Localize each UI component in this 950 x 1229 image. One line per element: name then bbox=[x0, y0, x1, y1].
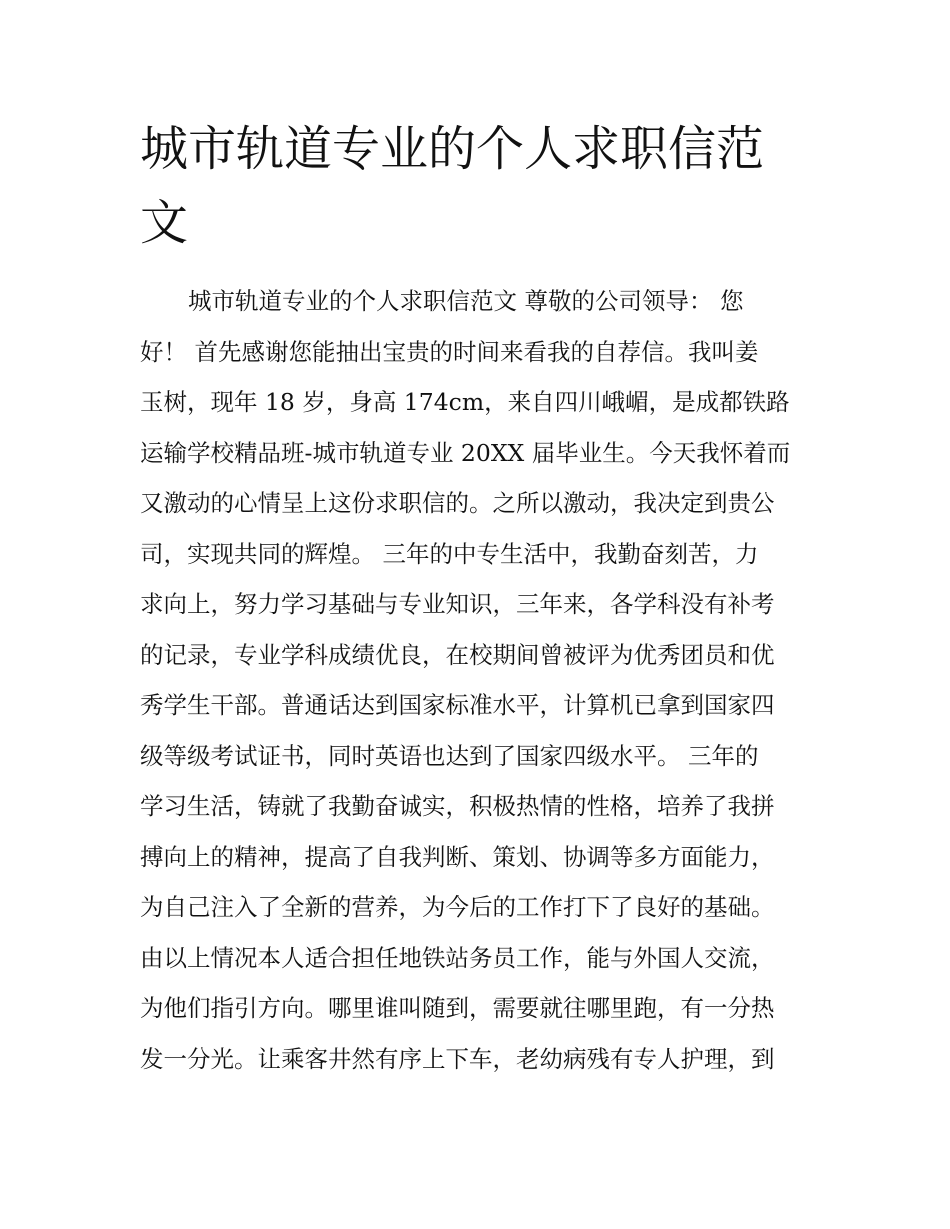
body-line: 的记录，专业学科成绩优良，在校期间曾被评为优秀团员和优 bbox=[140, 640, 775, 669]
body-line: 玉树，现年 18 岁，身高 174cm，来自四川峨嵋，是成都铁路 bbox=[140, 388, 790, 416]
body-line: 搏向上的精神，提高了自我判断、策划、协调等多方面能力， bbox=[140, 842, 775, 871]
title-line: 城市轨道专业的个人求职信范 bbox=[140, 121, 765, 177]
document-title bbox=[140, 112, 820, 260]
body-line: 又激动的心情呈上这份求职信的。之所以激动，我决定到贵公 bbox=[140, 489, 775, 517]
body-line: 为自己注入了全新的营养，为今后的工作打下了良好的基础。 bbox=[140, 893, 775, 921]
body-line: 由以上情况本人适合担任地铁站务员工作，能与外国人交流， bbox=[140, 943, 775, 972]
body-line: 秀学生干部。普通话达到国家标准水平，计算机已拿到国家四 bbox=[140, 691, 775, 719]
body-line: 为他们指引方向。哪里谁叫随到，需要就往哪里跑，有一分热 bbox=[140, 994, 775, 1022]
body-line: 学习生活，铸就了我勤奋诚实，积极热情的性格，培养了我拼 bbox=[140, 792, 775, 820]
body-line: 运输学校精品班-城市轨道专业 20XX 届毕业生。今天我怀着而 bbox=[140, 438, 791, 467]
body-line: 级等级考试证书，同时英语也达到了国家四级水平。 三年的 bbox=[140, 741, 759, 770]
body-line: 城市轨道专业的个人求职信范文 尊敬的公司领导： 您 bbox=[188, 287, 744, 315]
document-body bbox=[140, 276, 815, 1084]
body-line: 求向上，努力学习基础与专业知识，三年来，各学科没有补考 bbox=[140, 590, 775, 618]
body-line: 发一分光。让乘客井然有序上下车，老幼病残有专人护理，到 bbox=[140, 1044, 775, 1073]
title-line: 文 bbox=[140, 195, 189, 251]
body-line: 司，实现共同的辉煌。 三年的中专生活中，我勤奋刻苦，力 bbox=[140, 539, 759, 568]
body-line: 好！ 首先感谢您能抽出宝贵的时间来看我的自荐信。我叫姜 bbox=[140, 337, 759, 366]
